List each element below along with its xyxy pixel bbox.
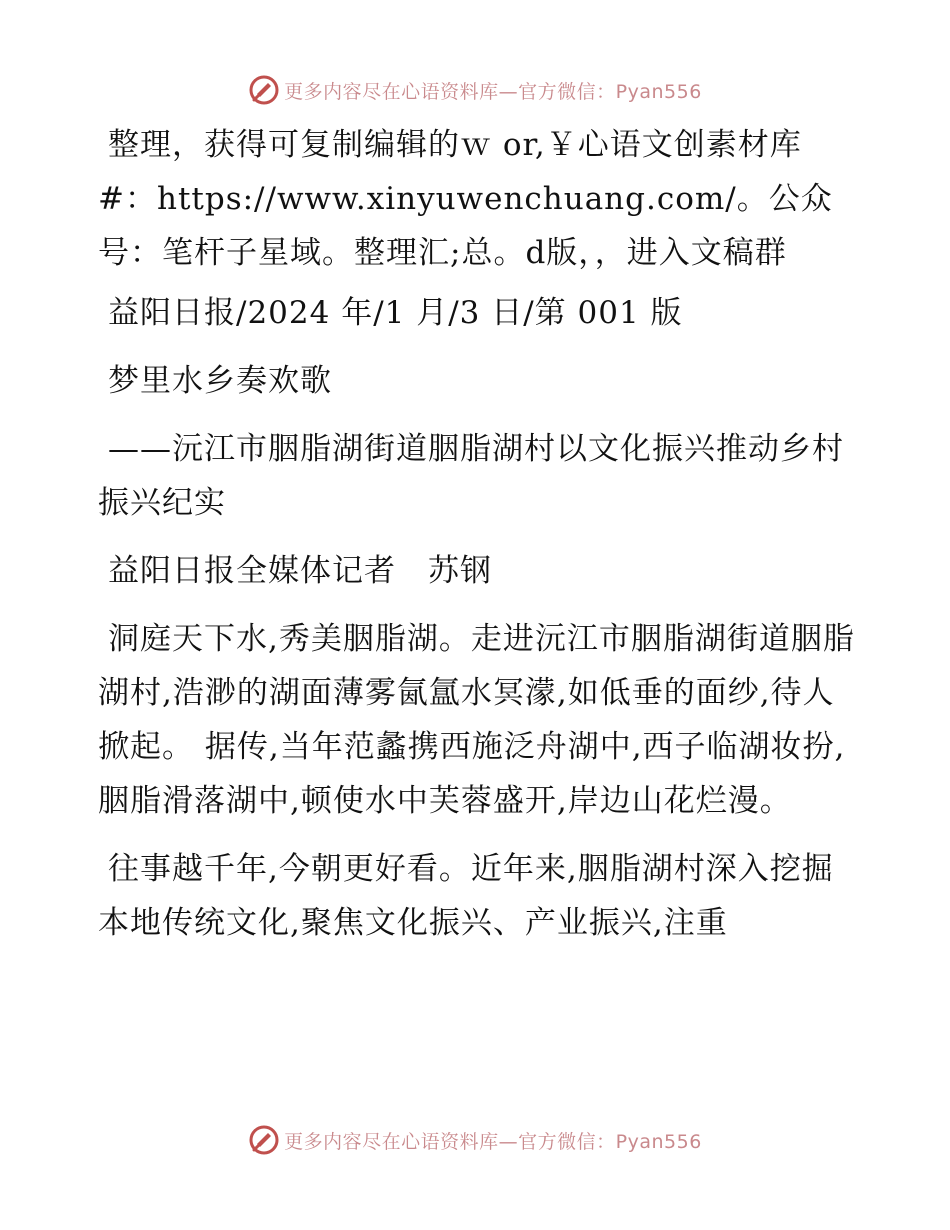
article-subtitle: ——沅江市胭脂湖街道胭脂湖村以文化振兴推动乡村振兴纪实 <box>98 431 844 521</box>
footer-banner-text: 更多内容尽在心语资料库—官方微信：Pyan556 <box>284 1130 702 1153</box>
body-paragraph: 洞庭天下水,秀美胭脂湖。走进沅江市胭脂湖街道胭脂湖村,浩渺的湖面薄雾氤氲水冥濛,如低垂的面纱,待人掀起。 据传,当年范蠡携西施泛舟湖中,西子临湖妆扮,胭脂滑落湖中,顿使水中芙蓉盛开,岸边山花烂漫。 <box>98 621 855 819</box>
intro-paragraph: 整理，获得可复制编辑的ｗ or,￥心语文创素材库#：https://www.xinyuwenchuang.com/。公众号：笔杆子星域。整理汇;总。d版，，进入文稿群 <box>98 127 833 271</box>
header-banner <box>0 72 950 108</box>
article-title: 梦里水乡奏欢歌 <box>108 363 332 399</box>
publication-line: 益阳日报/2024 年/1 月/3 日/第 001 版 <box>108 295 683 331</box>
body-paragraph: 往事越千年,今朝更好看。近年来,胭脂湖村深入挖掘本地传统文化,聚焦文化振兴、产业振兴,注重 <box>98 851 834 941</box>
document-body <box>98 118 858 964</box>
header-banner-text: 更多内容尽在心语资料库—官方微信：Pyan556 <box>284 80 702 103</box>
byline: 益阳日报全媒体记者 苏钢 <box>108 553 492 589</box>
brand-logo-icon <box>248 1124 280 1156</box>
brand-logo-icon <box>248 74 280 106</box>
footer-banner <box>0 1122 950 1158</box>
